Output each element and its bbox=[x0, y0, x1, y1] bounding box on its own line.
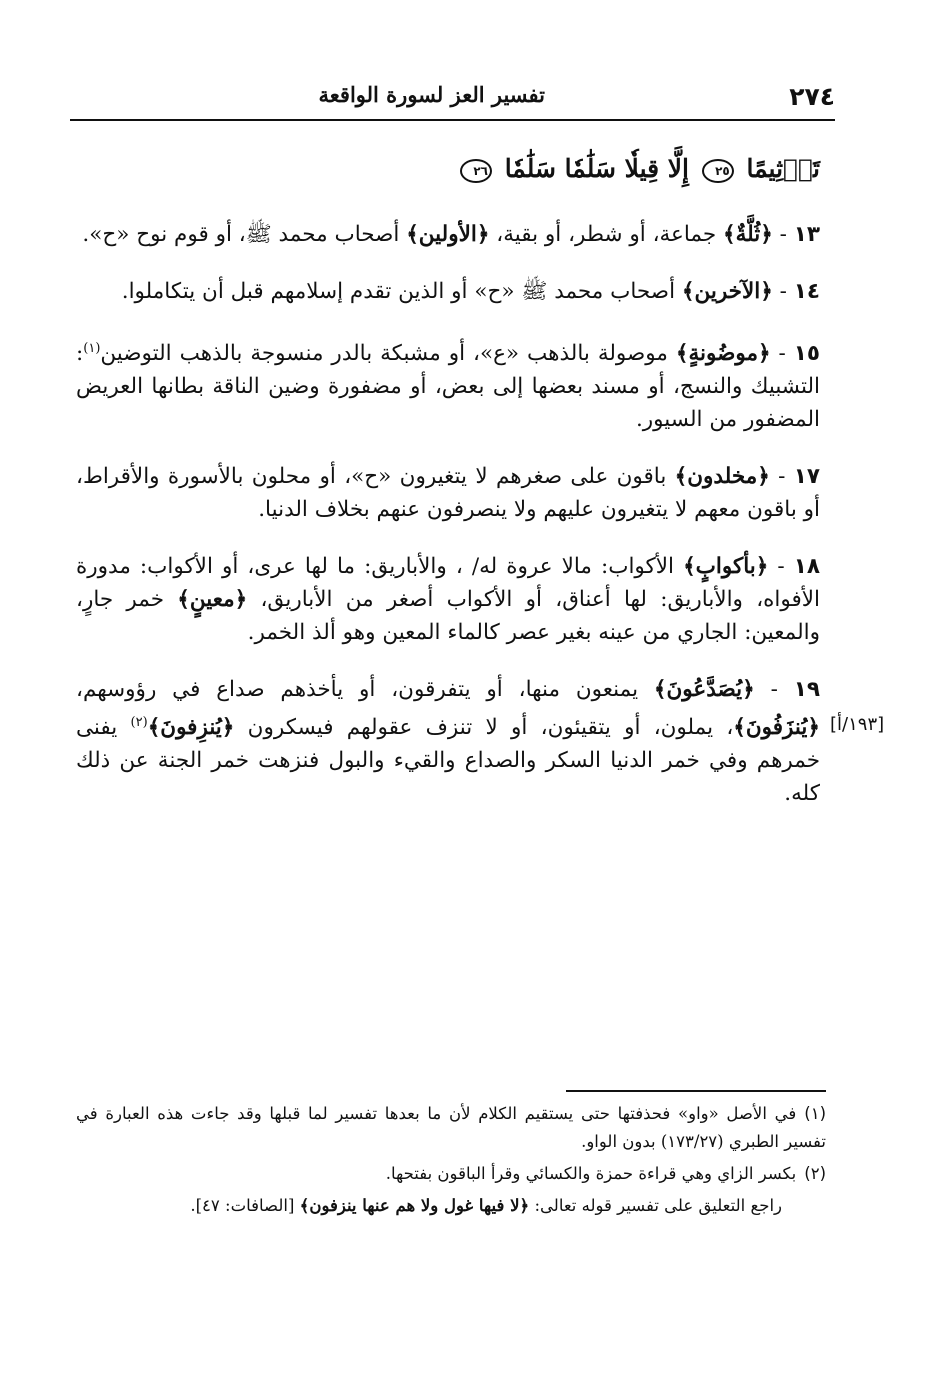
footnote-marker: (١) bbox=[804, 1104, 826, 1123]
footnotes bbox=[76, 1100, 826, 1224]
footnote-text: [الصافات: ٤٧]. bbox=[190, 1196, 300, 1215]
footnote-reference[interactable]: (١) bbox=[83, 341, 101, 356]
entry-text: موصولة بالذهب «ع»، أو مشبكة بالدر منسوجة بالذهب التوضين bbox=[100, 341, 676, 367]
header-rule bbox=[70, 119, 835, 121]
entry-number: ١٥ bbox=[793, 341, 820, 367]
commentary-entry-19 bbox=[76, 673, 820, 810]
footnote-separator bbox=[566, 1090, 826, 1092]
entry-number: ١٩ bbox=[793, 677, 820, 703]
footnote-marker: (٢) bbox=[804, 1164, 826, 1183]
quran-word: ﴿موضُونةٍ﴾ bbox=[675, 341, 771, 367]
quran-word: ﴿يُنزِفونَ﴾ bbox=[147, 715, 235, 741]
footnote-reference[interactable]: (٢) bbox=[130, 715, 148, 731]
page-body bbox=[76, 138, 820, 834]
entry-dash: - bbox=[770, 341, 794, 367]
quran-word: ﴿مخلدون﴾ bbox=[674, 464, 770, 490]
verse-text-part2: إِلَّا قِيلٗا سَلَٰمٗا سَلَٰمٗا bbox=[504, 154, 690, 183]
entry-text: ، يملون، أو يتقيئون، أو لا تنزف عقولهم فيسكرون bbox=[234, 715, 734, 741]
running-title: تفسير العز لسورة الواقعة bbox=[318, 82, 545, 107]
quran-word: ﴿يُصَدَّعُونَ﴾ bbox=[653, 677, 755, 703]
entry-number: ١٣ bbox=[793, 222, 820, 247]
quran-word: ﴿ثُلَّةٌ﴾ bbox=[722, 222, 773, 247]
ayah-number-marker: ٢٥ bbox=[702, 159, 734, 183]
entry-dash: - bbox=[768, 554, 794, 580]
quran-word: ﴿الأولين﴾ bbox=[406, 222, 490, 247]
entry-text: الأكواب: مالا عروة له/ ، والأباريق: ما لها عرى، أو الأكواب: مدورة الأفواه، والأباريق: لها أعناق، أو الأكواب أصغر من الأباريق، bbox=[76, 554, 820, 613]
verse-text-part1: تَأۡثِيمًا bbox=[746, 154, 820, 183]
entry-text: : التشبيك والنسج، أو مسند بعضها إلى بعض، أو مضفورة وضين الناقة بطانها العريض المضفور من السيور. bbox=[76, 341, 820, 433]
entry-number: ١٤ bbox=[793, 279, 820, 304]
commentary-entry-15 bbox=[76, 332, 820, 436]
footnote-text: راجع التعليق على تفسير قوله تعالى: bbox=[529, 1196, 782, 1215]
page-header bbox=[70, 72, 835, 116]
entry-number: ١٧ bbox=[793, 464, 820, 490]
entry-text: يفنى خمرهم وفي خمر الدنيا السكر والصداع والقيء والبول فنزهت خمر الجنة عن ذلك كله. bbox=[76, 715, 820, 807]
entry-text: جماعة، أو شطر، أو بقية، bbox=[489, 222, 723, 247]
page-number: ٢٧٤ bbox=[789, 82, 835, 111]
quran-word: ﴿بأكوابٍ﴾ bbox=[683, 554, 769, 580]
footnote-2-continuation bbox=[76, 1192, 782, 1220]
commentary-entry-13 bbox=[76, 218, 820, 251]
commentary-entry-14 bbox=[76, 275, 820, 308]
quran-word: ﴿معينٍ﴾ bbox=[177, 587, 248, 613]
commentary-entry-17 bbox=[76, 460, 820, 526]
entry-text: خمر جارٍ، والمعين: الجاري من عينه بغير عصر كالماء المعين وهو ألذ الخمر. bbox=[76, 587, 820, 646]
entry-dash: - bbox=[754, 677, 794, 703]
quran-verse-line bbox=[76, 148, 820, 190]
entry-number: ١٨ bbox=[793, 554, 820, 580]
quran-quote: ﴿لا فيها غول ولا هم عنها ينزفون﴾ bbox=[299, 1196, 530, 1215]
manuscript-folio-note: [١٩٣/أ] bbox=[830, 714, 885, 735]
entry-text: يمنعون منها، أو يتفرقون، أو يأخذهم صداع في رؤوسهم، bbox=[76, 677, 654, 703]
entry-dash: - bbox=[769, 464, 794, 490]
entry-text: أصحاب محمد ﷺ، أو قوم نوح «ح». bbox=[82, 222, 407, 247]
footnote-1 bbox=[76, 1100, 826, 1156]
footnote-text: بكسر الزاي وهي قراءة حمزة والكسائي وقرأ الباقون بفتحها. bbox=[385, 1164, 797, 1183]
ayah-number-marker: ٢٦ bbox=[460, 159, 492, 183]
quran-word: ﴿الآخرين﴾ bbox=[681, 279, 773, 304]
entry-dash: - bbox=[772, 222, 794, 247]
footnote-2 bbox=[76, 1160, 826, 1188]
entry-text: باقون على صغرهم لا يتغيرون «ح»، أو محلون بالأسورة والأقراط، أو باقون معهم لا يتغيرون عليهم ولا ينصرفون عنهم بخلاف الدنيا. bbox=[76, 464, 820, 523]
quran-word: ﴿يُنزَفُونَ﴾ bbox=[733, 715, 820, 741]
footnote-text: في الأصل «واو» فحذفتها حتى يستقيم الكلام لأن ما بعدها تفسير لما قبلها وقد جاءت هذه العبارة في تفسير الطبري (١٧٣/٢٧) بدون الواو. bbox=[76, 1104, 826, 1151]
entry-dash: - bbox=[772, 279, 794, 304]
commentary-entry-18 bbox=[76, 550, 820, 649]
entry-text: أصحاب محمد ﷺ «ح» أو الذين تقدم إسلامهم قبل أن يتكاملوا. bbox=[121, 279, 682, 304]
